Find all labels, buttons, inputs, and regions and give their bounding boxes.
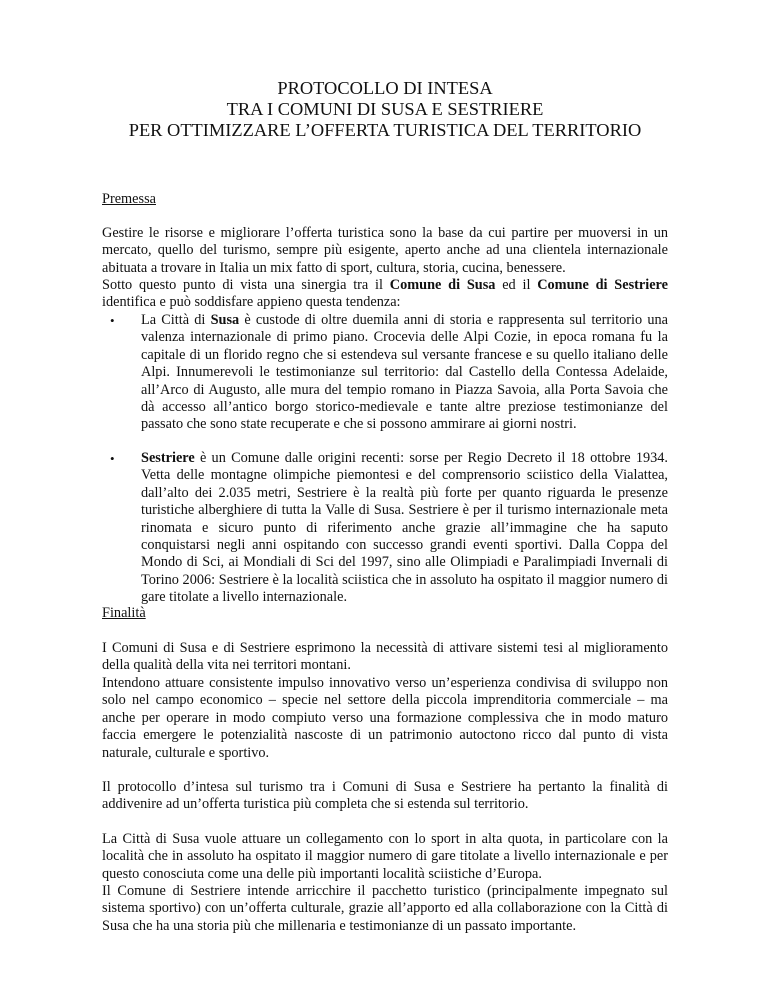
bold-sestriere: Comune di Sestriere: [537, 277, 668, 293]
list-item-susa: [102, 312, 668, 434]
text-span: è un Comune dalle origini recenti: sorse per Regio Decreto il 18 ottobre 1934. Vetta delle montagne olimpiche piemontesi e del comprensorio sciistico della Vialattea, dall’alto dei 2.035 metri, Sestriere è la realtà più forte per quanto riguarda le presenze turistiche alberghiere di tutta la Valle di Susa. Sestriere è per il turismo internazionale meta rinomata e sicuro punto di riferimento anche grazie all’immagine che ha saputo conquistarsi negli anni ospitando con successo grandi eventi sportivi. Dalla Coppa del Mondo di Sci, ai Mondiali di Sci del 1997, sino alle Olimpiadi e Paralimpiadi Invernali di Torino 2006: Sestriere è la località sciistica che in assoluto ha ospitato il maggior numero di gare titolate a livello internazionale.: [141, 450, 668, 606]
finalita-paragraph-5: Il Comune di Sestriere intende arricchire il pacchetto turistico (principalmente impegnato sul sistema sportivo) con un’offerta culturale, grazie all’apporto ed alla collaborazione con la Città di Susa che ha una storia più che millenaria e testimonianze di un passato importante.: [102, 883, 668, 934]
title-line-2: TRA I COMUNI DI SUSA E SESTRIERE: [226, 99, 544, 119]
bold-sestriere: Sestriere: [141, 450, 195, 466]
text-span: Sotto questo punto di vista una sinergia tra il: [102, 277, 390, 293]
bold-susa: Comune di Susa: [389, 277, 496, 293]
bullet-text: [141, 312, 668, 434]
finalita-paragraph-4: La Città di Susa vuole attuare un collegamento con lo sport in alta quota, in particolare con la località che in assoluto ha ospitato il maggior numero di gare titolate a livello internazionale e per questo conosciuta come una delle più importanti località sciistiche d’Europa.: [102, 831, 668, 882]
text-span: identifica e può soddisfare appieno questa tendenza:: [102, 294, 401, 311]
bold-susa: Susa: [210, 312, 240, 328]
premessa-heading: Premessa: [102, 191, 156, 207]
list-item-sestriere: [102, 450, 668, 607]
finalita-paragraph-2: Intendono attuare consistente impulso innovativo verso un’esperienza condivisa di sviluppo non solo nel campo economico – specie nel settore della piccola imprenditoria commerciale – ma anche per operare in modo compiuto verso una formazione complessiva che in modo maturo faccia emergere le potenzialità nascoste di un patrimonio autoctono ricco dal punto di vista naturale, culturale e sportivo.: [102, 675, 668, 761]
text-span: è custode di oltre duemila anni di storia e rappresenta sul territorio una valenza internazionale di primo piano. Crocevia delle Alpi Cozie, in epoca romana fu la capitale di un florido regno che si estendeva sul versante francese e su quello italiano delle Alpi. Innumerevoli le testimonianze sul territorio: dal Castello della Contessa Adelaide, all’Arco di Augusto, alle mura del tempio romano in Piazza Savoia, alla Porta Savoia che dà accesso all’antico borgo storico-medievale e tante altre preziose testimonianze del passato che sono state recuperate e che si possono ammirare ai giorni nostri.: [141, 312, 668, 433]
premessa-paragraph-2: [102, 277, 668, 312]
document-title: [82, 78, 688, 141]
finalita-heading: Finalità: [102, 605, 146, 621]
text-span: ed il: [495, 277, 538, 293]
title-line-1: PROTOCOLLO DI INTESA: [277, 78, 493, 98]
text-span: La Città di: [141, 312, 211, 328]
bullet-icon: •: [110, 451, 115, 466]
finalita-paragraph-1: I Comuni di Susa e di Sestriere esprimono la necessità di attivare sistemi tesi al miglioramento della qualità della vita nei territori montani.: [102, 640, 668, 674]
finalita-paragraph-3: Il protocollo d’intesa sul turismo tra i Comuni di Susa e Sestriere ha pertanto la finalità di addivenire ad un’offerta turistica più completa che si estenda sul territorio.: [102, 779, 668, 813]
premessa-paragraph-1: Gestire le risorse e migliorare l’offerta turistica sono la base da cui partire per muoversi in un mercato, quello del turismo, sempre più esigente, aperto anche ad una clientela internazionale abituata a trovare in Italia un mix fatto di sport, cultura, storia, cucina, benessere.: [102, 225, 668, 276]
bullet-icon: •: [110, 313, 115, 328]
title-line-3: PER OTTIMIZZARE L’OFFERTA TURISTICA DEL TERRITORIO: [128, 120, 642, 140]
bullet-text: [141, 450, 668, 607]
